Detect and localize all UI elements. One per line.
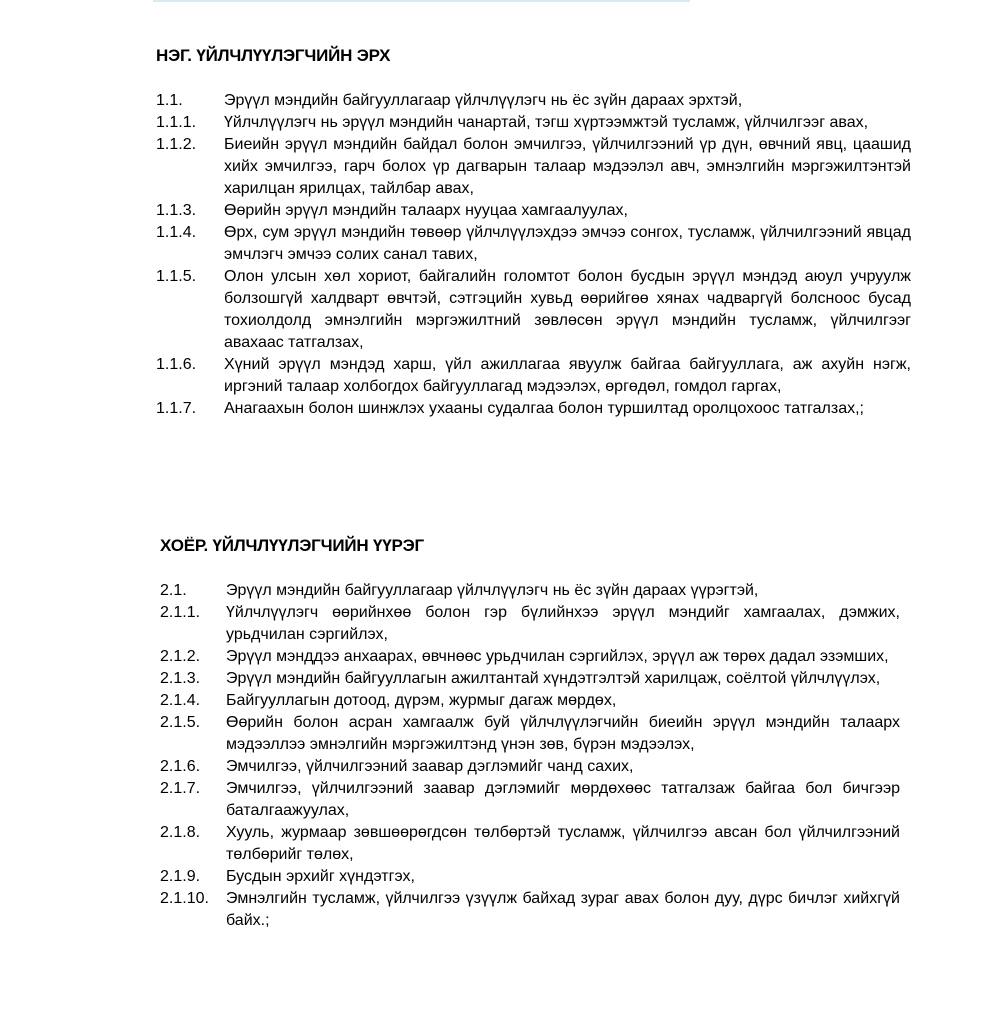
item-text: Анагаахын болон шинжлэх ухааны судалгаа болон туршилтад оролцохоос татгалзах,;	[224, 400, 864, 417]
list-item	[156, 398, 911, 420]
item-text: Эмчилгээ, үйлчилгээний заавар дэглэмийг мөрдөхөөс татгалзаж байгаа бол бичгээр баталгаажуулах,	[226, 780, 900, 819]
list-item	[160, 602, 900, 646]
item-number: 2.1.3.	[160, 670, 201, 687]
item-text: Байгууллагын дотоод, дүрэм, журмыг дагаж мөрдөх,	[226, 692, 617, 709]
item-text: Үйлчлүүлэгч нь эрүүл мэндийн чанартай, тэгш хүртээмжтэй тусламж, үйлчилгээг авах,	[224, 114, 869, 131]
item-text: Эмнэлгийн тусламж, үйлчилгээ үзүүлж байхад зураг авах болон дуу, дүрс бичлэг хийхгүй байх.;	[226, 890, 900, 929]
list-item	[156, 134, 911, 200]
list-item	[160, 668, 900, 690]
item-text: Эрүүл мэндийн байгууллагын ажилтантай хүндэтгэлтэй харилцаж, соёлтой үйлчлүүлэх,	[226, 670, 881, 687]
section-duties	[160, 534, 900, 932]
item-number: 1.1.3.	[156, 202, 197, 219]
list-item	[160, 866, 900, 888]
item-number: 1.1.5.	[156, 268, 197, 285]
list-item	[160, 888, 900, 932]
item-text: Эрүүл мэндийн байгууллагаар үйлчлүүлэгч нь ёс зүйн дараах үүрэгтэй,	[226, 582, 759, 599]
item-text: Өөрийн болон асран хамгаалж буй үйлчлүүлэгчийн биеийн эрүүл мэндийн талаарх мэдээллээ эмнэлгийн мэргэжилтэнд үнэн зөв, бүрэн мэдээлэх,	[226, 714, 900, 753]
item-number: 1.1.7.	[156, 400, 197, 417]
item-text: Эмчилгээ, үйлчилгээний заавар дэглэмийг чанд сахих,	[226, 758, 634, 775]
list-item	[160, 580, 900, 602]
item-number: 2.1.7.	[160, 780, 201, 797]
item-text: Хууль, журмаар зөвшөөрөгдсөн төлбөртэй тусламж, үйлчилгээ авсан бол үйлчилгээний төлбөрийг төлөх,	[226, 824, 900, 863]
list-item	[160, 712, 900, 756]
item-number: 1.1.4.	[156, 224, 197, 241]
item-number: 2.1.6.	[160, 758, 201, 775]
section-rights	[156, 44, 911, 420]
item-text: Бусдын эрхийг хүндэтгэх,	[226, 868, 415, 885]
list-item	[156, 112, 911, 134]
top-divider	[153, 0, 690, 2]
list-item	[156, 354, 911, 398]
list-item	[160, 690, 900, 712]
item-number: 2.1.4.	[160, 692, 201, 709]
item-text: Олон улсын хөл хориот, байгалийн голомтот болон бусдын эрүүл мэндэд аюул учруулж болзошгүй халдварт өвчтэй, сэтгэцийн хувьд өөрийгөө хянах чадваргүй болсноос бусад тохиолдолд эмнэлгийн мэргэжилтний зөвлөсөн эрүүл мэндийн тусламж, үйлчилгээг авахаас татгалзах,	[224, 268, 911, 351]
list-item	[156, 266, 911, 354]
item-number: 2.1.1.	[160, 604, 201, 621]
item-number: 2.1.9.	[160, 868, 201, 885]
list-item	[160, 778, 900, 822]
duties-list	[160, 580, 900, 932]
item-text: Хүний эрүүл мэндэд харш, үйл ажиллагаа явуулж байгаа байгууллага, аж ахуйн нэгж, иргэний талаар холбогдох байгууллагад мэдээлэх, өргөдөл, гомдол гаргах,	[224, 356, 911, 395]
section-heading-rights: НЭГ. ҮЙЛЧЛҮҮЛЭГЧИЙН ЭРХ	[156, 46, 391, 65]
list-item	[156, 90, 911, 112]
item-text: Өөрийн эрүүл мэндийн талаарх нууцаа хамгаалуулах,	[224, 202, 628, 219]
item-text: Биеийн эрүүл мэндийн байдал болон эмчилгээ, үйлчилгээний үр дүн, өвчний явц, цаашид хийх эмчилгээ, гарч болох үр дагварын талаар мэдээлэл авч, эмнэлгийн мэргэжилтэнтэй харилцан ярилцах, тайлбар авах,	[224, 136, 911, 197]
item-text: Эрүүл мэнддээ анхаарах, өвчнөөс урьдчилан сэргийлэх, эрүүл аж төрөх дадал эзэмших,	[226, 648, 889, 665]
item-number: 1.1.1.	[156, 114, 197, 131]
item-number: 1.1.	[156, 92, 183, 109]
item-number: 2.1.	[160, 582, 187, 599]
list-item	[156, 222, 911, 266]
item-number: 2.1.2.	[160, 648, 201, 665]
rights-list	[156, 90, 911, 420]
list-item	[156, 200, 911, 222]
item-number: 2.1.5.	[160, 714, 201, 731]
list-item	[160, 646, 900, 668]
list-item	[160, 756, 900, 778]
item-text: Үйлчлүүлэгч өөрийнхөө болон гэр бүлийнхээ эрүүл мэндийг хамгаалах, дэмжих, урьдчилан сэргийлэх,	[226, 604, 900, 643]
item-text: Өрх, сум эрүүл мэндийн төвөөр үйлчлүүлэхдээ эмчээ сонгох, тусламж, үйлчилгээний явцад эмчлэгч эмчээ солих санал тавих,	[224, 224, 911, 263]
item-text: Эрүүл мэндийн байгууллагаар үйлчлүүлэгч нь ёс зүйн дараах эрхтэй,	[224, 92, 743, 109]
list-item	[160, 822, 900, 866]
item-number: 1.1.6.	[156, 356, 197, 373]
item-number: 2.1.8.	[160, 824, 201, 841]
item-number: 2.1.10.	[160, 890, 209, 907]
section-heading-duties: ХОЁР. ҮЙЛЧЛҮҮЛЭГЧИЙН ҮҮРЭГ	[160, 536, 424, 555]
item-number: 1.1.2.	[156, 136, 197, 153]
